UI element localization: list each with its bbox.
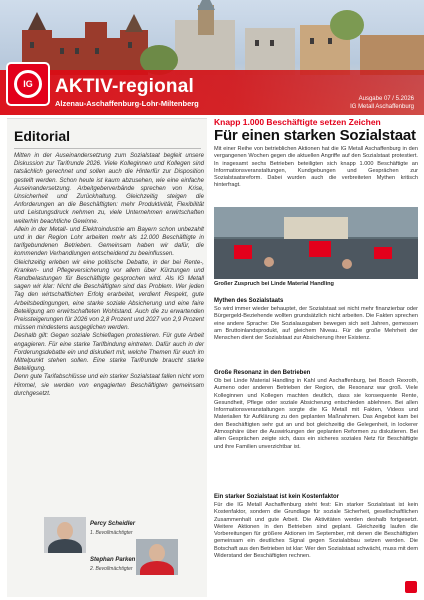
castle-roof-left [28,12,46,30]
logo-ring [14,70,42,98]
castle-gable [85,22,107,40]
signatory-photo [136,539,178,575]
newsletter-title: AKTIV-regional [55,76,194,97]
editorial-body [14,152,204,398]
portrait-shoulders [140,561,174,575]
castle-roof-right [125,14,143,32]
editorial-paragraph: Deshalb gilt: Gegen soziale Schieflagen protestieren. Für gute Arbeit engagieren. Für eine starke Tarifbindung eintreten. Dafür auch in der Forderungsdebatte ein und diskutiert mit, welche Themen für euch im Mittelpunkt stehen sollen. Eine starke Tarifrunde braucht starke Beteiligung. [14,332,204,373]
window [328,38,332,44]
window [255,40,259,46]
red-flag [374,247,392,259]
stage-banner [284,217,348,239]
editorial-paragraph: Mitten in der Auseinandersetzung zum Sozialstaat begleit unsere Diskussion zur Tarifrunde 2026. Viele Kolleginnen und Kollegen sind tatsächlich gerechnet und sollen auch die Hinterfür zur Disposition gestellt werden. Schon heute ist kaum abzusehen, wie eine einfache Auseinandersetzung. Arbeitgeberverbände sprechen von Krise, Unsicherheit und Zurückhaltung. Gleichzeitig steigen die Anforderungen an die Beschäftigten: mehr Produktivität, Flexibilität und Leistungsdruck nehmen zu, viele Unternehmen erwirtschaften weiterhin beachtliche Gewinne. [14,152,204,225]
red-flag [309,241,331,257]
window [310,38,314,44]
section-text: So wird immer wieder behauptet, der Sozialstaat sei nicht mehr finanzierbar oder Bürgergeld-Beziehende wollten grundsätzlich nicht arbeiten. Die Fakten sprechen eine andere Sprache: Die Sozialausgaben bewegen sich seit Jahren, gemessen am Bruttoinlandsprodukt, auf gleichem Niveau. Für die große Mehrheit der Menschen dient der Sozialstaat zur Absicherung ihrer Existenz. [214,306,418,342]
signatory-name: Percy Scheidler [90,521,136,527]
issue-number: Ausgabe 07 / 5.2026 [358,96,414,102]
person-head [264,257,274,267]
editorial-paragraph: Gleichzeitig erleben wir eine politische Debatte, in der bei Rente-, Kranken- und Pflegeversicherung vor allem über Kürzungen und Randbelastungen für Beschäftigte gesprochen wird. Als IG Metall sagen wir klar: Nicht die Beschäftigten sind das Problem. Wer jeden Tag den wirtschaftlichen Erfolg erarbeitet, verdient Respekt, gute Arbeitsbedingungen, eine starke soziale Absicherung und eine faire Beteiligung am erwirtschafteten Wohlstand. Auch die zu erwartenden Preissteigerungen für 2026 von 2,8 Prozent und 2027 von 2,9 Prozent müssen mindestens ausgeglichen werden. [14,258,204,332]
tree [330,10,364,40]
portrait-head [149,544,165,562]
window [75,48,79,54]
window [270,40,274,46]
person-head [342,259,352,269]
red-flag [234,245,252,259]
article-kicker: Knapp 1.000 Beschäftigte setzen Zeichen [214,117,381,127]
editorial-heading: Editorial [14,128,71,144]
section-heading: Große Resonanz in den Betrieben [214,370,311,376]
townhouse [245,28,295,75]
section-heading: Mythen des Sozialstaats [214,298,284,304]
ig-metall-corner-icon [405,581,417,593]
window [128,42,132,48]
market-house [360,35,424,75]
issue-publisher: IG Metall Aschaffenburg [350,104,414,110]
editorial-paragraph: Denn gute Tarifabschlüsse und ein starker Sozialstaat fallen nicht vom Himmel, sie werden von engagierten Beschäftigten gemeinsam durchgesetzt. [14,373,204,397]
signatures [14,517,204,593]
window [60,48,64,54]
issue-info [350,95,414,111]
signatory-role: 1. Bevollmächtigter [90,530,133,536]
section-text: Für die IG Metall Aschaffenburg steht fest: Ein starker Sozialstaat ist kein Kostenfaktor, sondern die Grundlage für soziale Sicherheit, gesellschaftlichen Zusammenhalt und gute Arbeit. Die Aktivitäten werden deshalb fortgesetzt. Weitere Aktionen in den Betrieben sind geplant. Gleichzeitig laufen die Vorbereitungen für größere Aktionen im September, mit denen die Beschäftigten gemeinsam ein deutliches Signal gegen Sozialabbau setzen werden. Die Botschaft aus den Betrieben ist klar: Wer den Sozialstaat schwächt, muss mit dem Widerstand der Beschäftigten rechnen. [214,502,418,560]
logo-text: IG [23,79,33,89]
rally-photo [214,207,418,279]
church-spire [197,0,215,10]
editorial-divider [14,148,201,149]
ig-metall-logo [6,62,50,106]
article-headline: Für einen starken Sozialstaat [214,127,416,144]
signatory-name: Stephan Parken [90,557,136,563]
newsletter-region: Alzenau-Aschaffenburg-Lohr-Miltenberg [55,99,199,108]
portrait-head [57,522,73,540]
section-text: Ob bei Linde Material Handling in Kahl und Aschaffenburg, bei Bosch Rexroth, Aumeno oder anderen Betrieben der Region, die Resonanz war groß. Viele Kolleginnen und Kollegen machten deutlich, dass sie konsequente Rente, Gesundheit, Pflege oder soziale Absicherung entschieden ablehnen. Bei allen Informationsveranstaltungen sorgte die IG Metall mit Fakten, Videos und Materialien für Aufklärung zu den geplanten Maßnahmen. Das Angebot kam bei den Beschäftigten sehr gut an und bot gleichzeitig die Gelegenheit, in lockerer Atmosphäre über die Auswirkungen der geplanten Reformen zu diskutieren. Bei allen Gesprächen zeigte sich, dass ein sicheres soziales Netz für Beschäftigte und ihre Familien unverzichtbar ist. [214,378,418,450]
section-heading: Ein starker Sozialstaat ist kein Kostenfaktor [214,494,340,500]
signatory-role: 2. Bevollmächtigter [90,566,133,572]
window [30,42,34,48]
photo-caption: Großer Zuspruch bei Linde Material Handling [214,281,334,287]
editorial-paragraph: Allein in der Metall- und Elektroindustrie am Bayern schon unbezahlt und in der Region Lohr arbeiten mehr als 12.000 Beschäftigte in tarifgebundenen Betrieben. Gemeinsam haben wir dafür, die kommenden Verhandlungen entscheidend zu beeinflussen. [14,225,204,258]
article-lead: Mit einer Reihe von betrieblichen Aktionen hat die IG Metall Aschaffenburg in den vergangenen Wochen gegen die aktuellen Angriffe auf den Sozialstaat protestiert. In insgesamt sechs Betrieben beteiligten sich knapp 1.000 Beschäftigte an Informationsveranstaltungen, Kundgebungen und Gesprächen zur Sozialstaatsreform. Dabei wurden auch die verbreiteten Mythen kritisch hinterfragt. [214,146,418,189]
window [95,48,99,54]
signatory-photo [44,517,86,553]
portrait-shoulders [48,539,82,553]
